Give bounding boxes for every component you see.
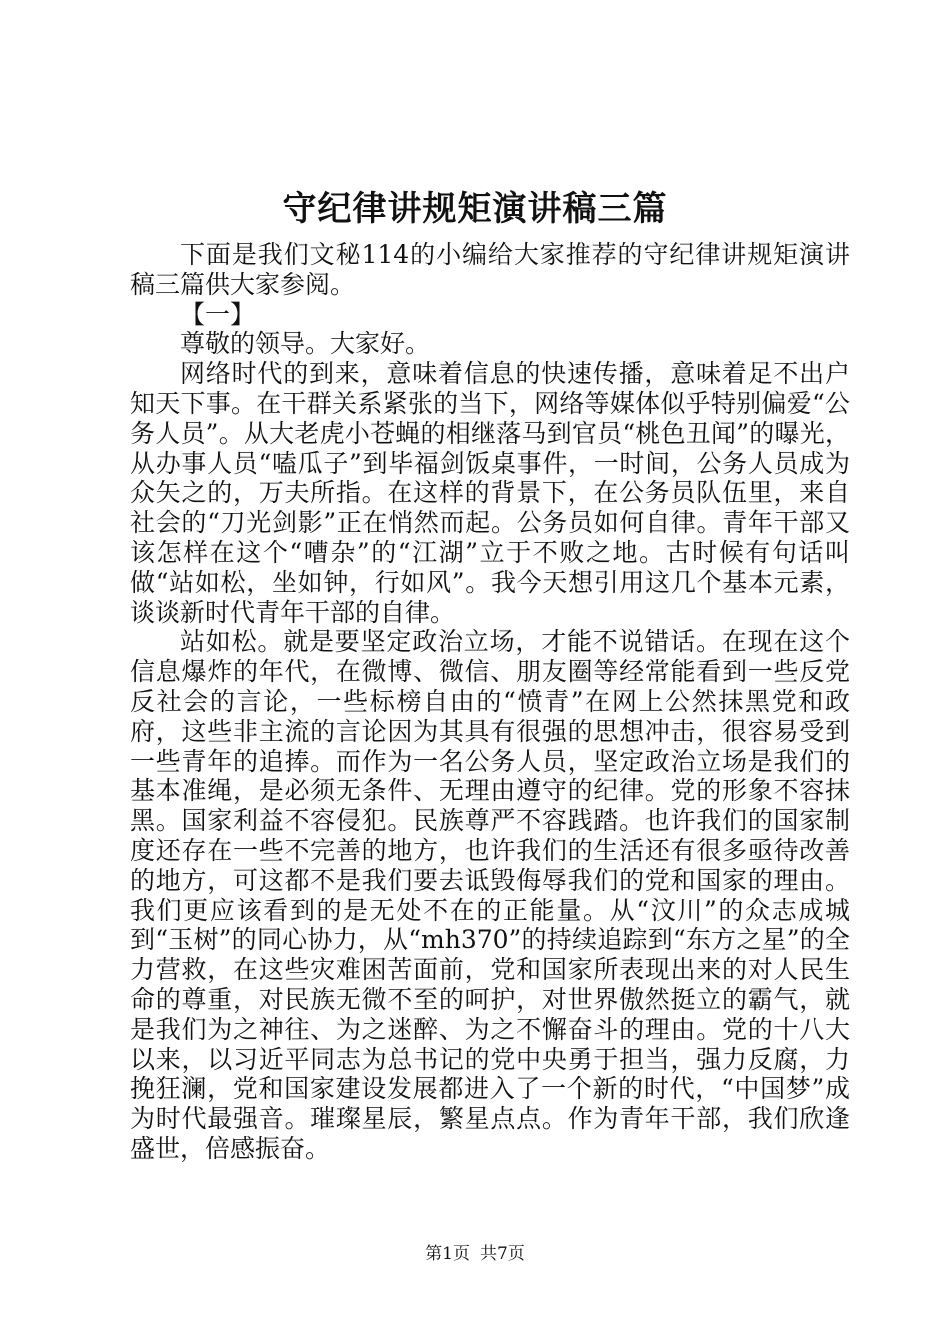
intro-paragraph: 下面是我们文秘114的小编给大家推荐的守纪律讲规矩演讲稿三篇供大家参阅。	[130, 240, 850, 299]
section-heading: 【一】	[180, 299, 256, 329]
salutation-paragraph: 尊敬的领导。大家好。	[180, 329, 431, 359]
body-paragraph: 网络时代的到来，意味着信息的快速传播，意味着足不出户知天下事。在干群关系紧张的当下，网络等媒体似乎特别偏爱“公务人员”。从大老虎小苍蝇的相继落马到官员“桃色丑闻”的曝光，从办事人员“嗑瓜子”到毕福剑饭桌事件，一时间，公务人员成为众矢之的，万夫所指。在这样的背景下，在公务员队伍里，来自社会的“刀光剑影”正在悄然而起。公务员如何自律。青年干部又该怎样在这个“嘈杂”的“江湖”立于不败之地。古时候有句话叫做“站如松，坐如钟，行如风”。我今天想引用这几个基本元素，谈谈新时代青年干部的自律。	[130, 359, 850, 627]
document-body	[130, 240, 850, 1164]
page-number: 第1页	[425, 1244, 470, 1264]
page-total: 共7页	[480, 1244, 525, 1264]
body-paragraph: 站如松。就是要坚定政治立场，才能不说错话。在现在这个信息爆炸的年代，在微博、微信、朋友圈等经常能看到一些反党反社会的言论，一些标榜自由的“愤青”在网上公然抹黑党和政府，这些非主流的言论因为其具有很强的思想冲击，很容易受到一些青年的追捧。而作为一名公务人员，坚定政治立场是我们的基本准绳，是必须无条件、无理由遵守的纪律。党的形象不容抹黑。国家利益不容侵犯。民族尊严不容践踏。也许我们的国家制度还存在一些不完善的地方，也许我们的生活还有很多亟待改善的地方，可这都不是我们要去诋毁侮辱我们的党和国家的理由。我们更应该看到的是无处不在的正能量。从“汶川”的众志成城到“玉树”的同心协力，从“mh370”的持续追踪到“东方之星”的全力营救，在这些灾难困苦面前，党和国家所表现出来的对人民生命的尊重，对民族无微不至的呵护，对世界傲然挺立的霸气，就是我们为之神往、为之迷醉、为之不懈奋斗的理由。党的十八大以来，以习近平同志为总书记的党中央勇于担当，强力反腐，力挽狂澜，党和国家建设发展都进入了一个新的时代，“中国梦”成为时代最强音。璀璨星辰，繁星点点。作为青年干部，我们欣逢盛世，倍感振奋。	[130, 627, 850, 1163]
page-footer	[0, 1242, 950, 1266]
document-title: 守纪律讲规矩演讲稿三篇	[282, 189, 668, 229]
